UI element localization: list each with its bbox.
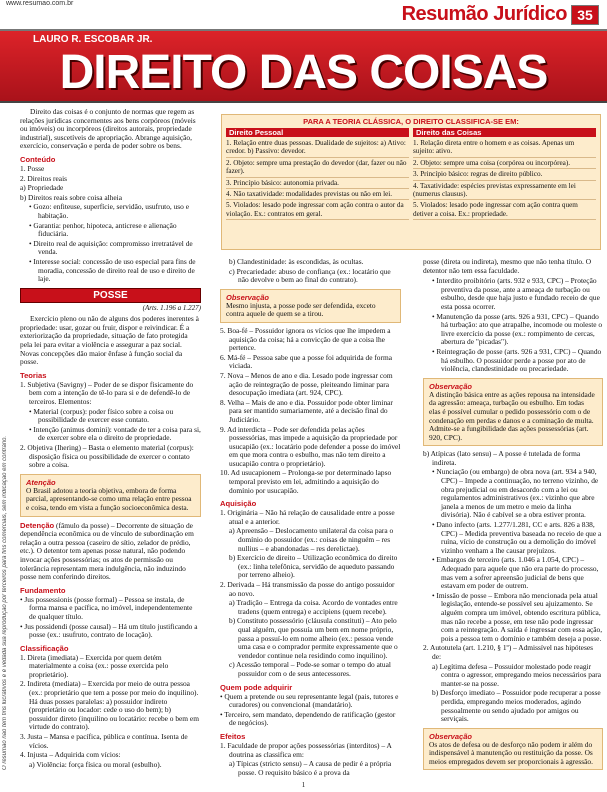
list-item: 7. Nova – Menos de ano e dia. Lesado pode ingressar com ação de reintegração de posse, pleiteando liminar para desocupação imediata (art. 924, CPC). (220, 370, 393, 398)
table-row: 2. Objeto: sempre uma prestação do devedor (dar, fazer ou não fazer). (226, 158, 409, 178)
list-item: 3. Justa – Mansa e pacífica, pública e contínua. Isenta de vícios. (20, 732, 188, 750)
list-item: • Interesse social: concessão de uso especial para fins de moradia, concessão de direito real de uso e direito de laje. (29, 256, 196, 284)
list-item: a) Legítima defesa – Possuidor molestado pode reagir contra o agressor, empregando meios necessários para manter-se na posse. (432, 661, 601, 688)
list-item: 1. Direta (imediata) – Exercida por quem detém materialmente a coisa (ex.: posse exercida pelo proprietário). (20, 652, 169, 679)
comparison-table (221, 114, 601, 250)
section-heading: Conteúdo (20, 154, 56, 164)
list-item: b) Exercício de direito – Utilização econômica do direito (ex.: linha telefônica, servidão de aqueduto passando por terreno alheio). (229, 553, 398, 580)
section-heading: Aquisição (220, 499, 257, 509)
table-header: Direito Pessoal (226, 128, 409, 137)
list-item: 4. Injusta – Adquirida com vícios: (20, 750, 121, 760)
list-item: 10. Ad usucapionem – Prolonga-se por determinado lapso temporal previsto em lei, admitindo a aquisição do domínio por usucapião. (220, 468, 392, 495)
list-item: a) Violência: força física ou moral (esbulho). (29, 759, 162, 769)
list-item: 2. Direitos reais (20, 173, 67, 183)
brand-title: Resumão Jurídico (401, 3, 567, 25)
list-item: b) Clandestinidade: às escondidas, às ocultas. (229, 258, 364, 266)
section-heading: Efeitos (220, 731, 246, 741)
table-column-right (413, 128, 596, 220)
side-note: O resumão não tem fins lucrativos e é vedada sua reprodução por terceiros para fins comerciais, sem indicação em contrário. (2, 435, 8, 770)
list-item: 5. Boa-fé – Possuidor ignora os vícios que lhe impedem a aquisição da coisa; há a convicção de que a coisa lhe pertence. (220, 325, 391, 353)
box-text: Mesmo injusta, a posse pode ser defendida, exceto contra aquele de quem se a tirou. (226, 300, 376, 319)
list-item: • Nunciação (ou embargo) de obra nova (art. 934 a 940, CPC) – Impede a continuação, no terreno vizinho, de obra prejudicial ou em desacordo com a lei ou regulamentos administrativos (ex.: vizinho que abre janela a menos de um metro e meio da linha divisória). Não é cabível se a obra estiver pronta. (432, 467, 599, 520)
list-item: 6. Má-fé – Pessoa sabe que a posse foi adquirida de forma viciada. (220, 352, 392, 371)
list-item: • Quem a pretende ou seu representante legal (pais, tutores e curadores) ou convencional (mandatário). (220, 691, 399, 710)
table-row: 4. Não taxatividade: modalidades previstas ou não em lei. (226, 189, 409, 200)
continuation-text: posse (direta ou indireta), mesmo que não tenha título. O detentor não tem essa faculdade. (423, 258, 592, 275)
brand-number: 35 (571, 5, 599, 25)
list-item: c) Acessão temporal – Pode-se somar o tempo do atual possuidor com o de seus antecessores. (229, 660, 391, 678)
observation-box (220, 289, 401, 323)
title-band (0, 29, 607, 103)
list-item: b) Desforço imediato – Possuidor pode recuperar a posse perdida, empregando meios moderados, agindo pessoalmente ou sendo ajudado por amigos ou serviçais. (432, 688, 601, 724)
article-reference: (Arts. 1.196 a 1.227) (142, 303, 201, 312)
list-item: • Intenção (animus domini): vontade de ter a coisa para si, de exercer sobre ela o direito de propriedade. (29, 424, 201, 443)
list-item: b) Atípicas (lato sensu) – A posse é tutelada de forma indireta. (423, 449, 581, 467)
list-item: • Terceiro, sem mandato, dependendo de ratificação (gestor de negócios). (220, 709, 396, 728)
box-text: Os atos de defesa ou de desforço não podem ir além do indispensável à manutenção ou restituição da posse. Os meios empregados devem ser proporcionais à agressão. (429, 739, 593, 766)
table-row: 4. Taxatividade: espécies previstas expressamente em lei (numerus clausus). (413, 181, 596, 201)
list-item: • Garantia: penhor, hipoteca, anticrese e alienação fiduciária. (29, 220, 177, 239)
section-heading: Detenção (20, 520, 55, 530)
observation-box (423, 728, 603, 771)
list-item: • Dano infecto (arts. 1.277/1.281, CC e arts. 826 a 838, CPC) – Medida preventiva baseada no receio de que a ruína, vício de construção ou a demolição do imóvel vizinho venham a lhe causar prejuízos. (432, 520, 602, 555)
list-item: 1. Subjetiva (Savigny) – Poder de se dispor fisicamente do bem com a intenção de tê-lo para si e de defendê-lo de terceiros. Elementos: (20, 379, 194, 407)
list-item: 2. Derivada – Há transmissão da posse do antigo possuidor ao novo. (220, 580, 395, 598)
list-item: b) Constituto possessório (cláusula constituti) – Ato pelo qual alguém, que possuía um bem em nome próprio, passa a possuí-lo em nome alheio (ex.: pessoa vende uma casa e o comprador permite expressamente que o vendedor continue nela residindo como inquilino). (229, 616, 398, 660)
table-row: 5. Violados: lesado pode ingressar com ação contra quem detiver a coisa. Ex.: propriedade. (413, 200, 596, 220)
detencao-text: (fâmulo da posse) – Decorrente de situação de dependência econômica ou de vínculo de subordinação em relação a outra pessoa (caseiro de sítio, zelador de prédio, etc.). O detentor tem apenas posse natural, não podendo invocar ações possessórias; os atos de permissão ou tolerância representam mera indulgência, não induzindo posse nem conferindo direitos. (20, 520, 194, 582)
table-header: Direito das Coisas (413, 128, 596, 137)
list-item: • Reintegração de posse (arts. 926 a 931, CPC) – Quando há esbulho. O possuidor perde a posse por ato de violência, clandestinidade ou precariedade. (432, 346, 602, 374)
list-item: 9. Ad interdicta – Pode ser defendida pelas ações possessórias, mas impede a aquisição da propriedade por usucapião (ex.: locatário pode defender a posse do imóvel em que mora contra o esbulho, mas não tem direito a usucapião contra o proprietário). (220, 424, 401, 468)
table-row: 3. Princípio básico: autonomia privada. (226, 178, 409, 189)
conteudo-list (20, 165, 201, 284)
list-item: 1. Faculdade de propor ações possessórias (interditos) – A doutrina as classifica em: (220, 740, 392, 759)
list-item: c) Precariedade: abuso de confiança (ex.: locatário que não devolve o bem ao final do contrato). (229, 266, 391, 285)
list-item: 2. Indireta (mediata) – Exercida por meio de outra pessoa (ex.: proprietário que tem a posse por meio do inquilino). Há duas posses paralelas: a) possuidor indireto (proprietário ou locador: cede o uso do bem); b) possuidor direto (inquilino ou locatário: recebe o bem em virtude do contrato). (20, 679, 199, 732)
list-item: • Interdito proibitório (arts. 932 e 933, CPC) – Proteção preventiva da posse, ante a ameaça de turbação ou esbulho, desde que haja justo e fundado receio de que esta possa ocorrer. (432, 276, 600, 311)
page-number: 1 (301, 781, 306, 789)
table-row: 3. Princípio básico: regras de direito público. (413, 169, 596, 180)
section-heading: Classificação (20, 643, 69, 653)
list-item: • Jus possidendi (posse causal) – Há um título justificando a posse (ex.: usufruto, contrato de locação). (20, 621, 198, 640)
list-item: 2. Objetiva (Ihering) – Basta o elemento material (corpus): disposição física ou possibilidade de exercer o contato sobre a coisa. (20, 443, 194, 470)
list-item: • Manutenção da posse (arts. 926 a 931, CPC) – Quando há turbação: ato que atrapalhe, incomode ou moleste o livre exercício da posse (ex.: rompimento de cercas, abertura de "picadas"). (432, 311, 603, 347)
list-item: • Direito real de aquisição: compromisso irretratável de venda. (29, 238, 193, 257)
table-column-left (226, 128, 409, 220)
box-text: A distinção básica entre as ações repousa na intensidade da agressão: ameaça, turbação ou esbulho. Em todas elas é possível cumular o pedido possessório com o de condenação em perdas e danos e a cominação de multa. Admite-se a fungibilidade das ações possessórias (art. 920, CPC). (429, 389, 595, 442)
list-item: b) Direitos reais sobre coisa alheia (20, 192, 122, 202)
section-heading: Quem pode adquirir (220, 682, 293, 692)
column-3 (423, 258, 603, 778)
box-text: O Brasil adotou a teoria objetiva, embora de forma parcial, apresentando-se como uma relação entre pessoa e coisa, tendo em vista a função socioeconômica desta. (26, 485, 192, 512)
list-item: • Imissão de posse – Embora não mencionada pela atual legislação, entende-se possível seu ajuizamento. Se alguém compra um imóvel, obtendo escritura pública, mas não recebe a posse, em tese não pode ingressar com a reintegração. A saída é ingressar com essa ação, pois a pessoa tem o domínio e também deseja a posse. (432, 590, 603, 643)
site-url[interactable]: www.resumao.com.br (6, 0, 74, 7)
page-title: DIREITO DAS COISAS (59, 46, 548, 99)
section-heading: Fundamento (20, 585, 66, 595)
list-item: a) Típicas (stricto sensu) – A causa de pedir é a própria posse. O requisito básico é a prova da (229, 759, 392, 777)
table-row: 5. Violados: lesado pode ingressar com ação contra o autor da violação. Ex.: contratos em geral. (226, 200, 409, 220)
table-row: 2. Objeto: sempre uma coisa (corpórea ou incorpórea). (413, 158, 596, 169)
box-title: Observação (429, 381, 472, 391)
table-row: 1. Relação entre duas pessoas. Dualidade de sujeitos: a) Ativo: credor. b) Passivo: devedor. (226, 138, 409, 158)
list-item: a) Propriedade (20, 183, 64, 193)
posse-intro: Exercício pleno ou não de alguns dos poderes inerentes à propriedade: usar, gozar ou fruir, dispor e reivindicar. É a exteriorização da propriedade, situação de fato protegida pela lei para evitar a violência e assegurar a paz social. Novas concepções dão maior ênfase à função social da posse. (20, 314, 199, 367)
author: LAURO R. ESCOBAR JR. (33, 34, 153, 45)
list-item: 8. Velha – Mais de ano e dia. Possuidor pode obter liminar para ser mantido sumariamente, até a decisão final do Judiciário. (220, 397, 393, 424)
list-item: • Jus possessionis (posse formal) – Pessoa se instala, de forma mansa e pacífica, no imóvel, independentemente de qualquer título. (20, 594, 193, 621)
section-heading: Teorias (20, 370, 47, 380)
list-item: • Embargos de terceiro (arts. 1.046 a 1.054, CPC) – Adequado para aquele que não era parte do processo, mas vem a sofrer apreensão judicial de bens que estavam em poder de outrem. (432, 555, 599, 591)
list-item: a) Apreensão – Deslocamento unilateral da coisa para o domínio do possuidor (ex.: coisas de ninguém – res nullius – e abandonadas – res derelictae). (229, 526, 394, 553)
list-item: a) Tradição – Entrega da coisa. Acordo de vontades entre tradens (quem entrega) e accipiens (quem recebe). (229, 598, 398, 616)
list-item: 2. Autotutela (art. 1.210, § 1º) – Admissível nas hipóteses de: (423, 643, 593, 661)
list-item: • Gozo: enfiteuse, superfície, servidão, usufruto, uso e habitação. (29, 202, 190, 220)
observation-box (423, 378, 603, 447)
table-title: PARA A TEORIA CLÁSSICA, O DIREITO CLASSIFICA-SE EM: (303, 117, 519, 126)
list-item: 1. Posse (20, 163, 45, 173)
list-item: 1. Originária – Não há relação de causalidade entre a posse atual e a anterior. (220, 508, 395, 526)
section-bar-posse: POSSE (20, 288, 201, 303)
box-title: Atenção (26, 477, 56, 487)
list-item: • Material (corpus): poder físico sobre a coisa ou possibilidade de exercer esse contato. (29, 406, 174, 425)
column-1 (20, 108, 201, 780)
box-title: Observação (226, 292, 269, 302)
attention-box (20, 474, 201, 517)
intro-paragraph: Direito das coisas é o conjunto de normas que regem as relações jurídicas concernentes aos bens corpóreos (móveis ou imóveis) ou incorpóreos (direitos autorais, propriedade industrial), suscetíveis de apropriação. Abrange aquisição, exercício, conservação e perda de poder sobre os bens. (20, 108, 196, 151)
table-row: 1. Relação direta entre o homem e as coisas. Apenas um sujeito: ativo. (413, 138, 596, 158)
column-2 (220, 258, 401, 778)
box-title: Observação (429, 731, 472, 741)
